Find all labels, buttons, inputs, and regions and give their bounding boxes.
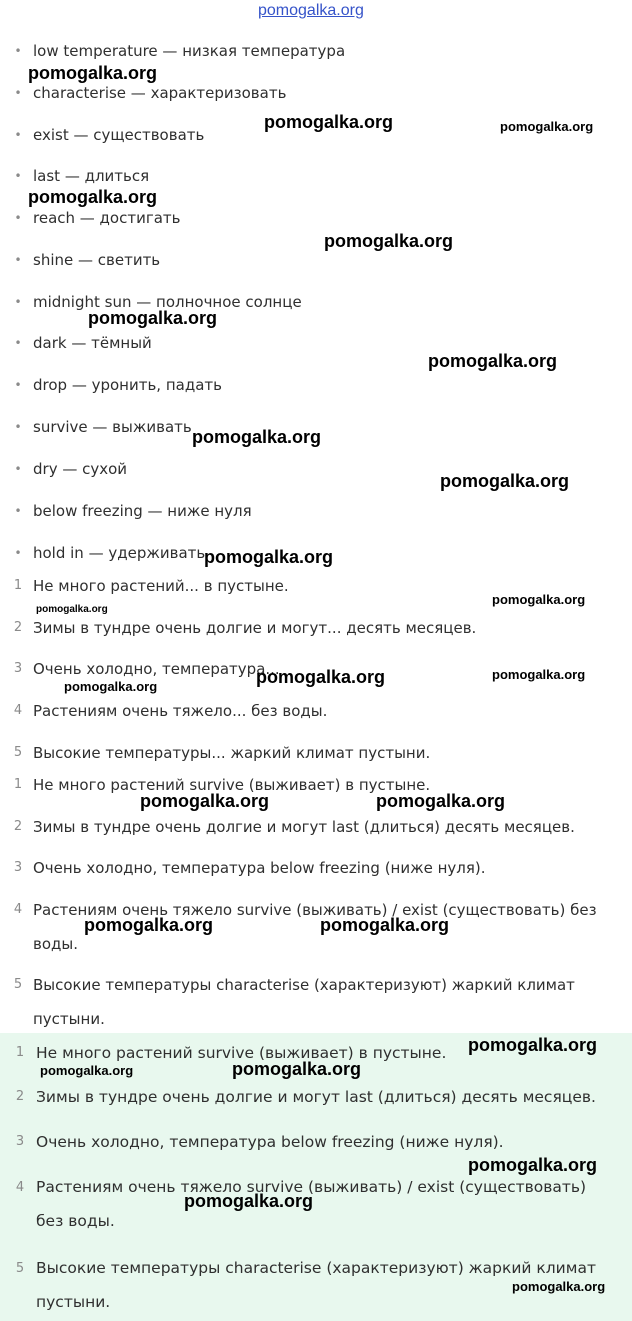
bullet-icon: •: [14, 336, 22, 350]
watermark: pomogalka.org: [324, 231, 454, 251]
watermark: pomogalka.org: [84, 915, 214, 935]
watermark: pomogalka.org: [184, 1191, 314, 1211]
watermark: pomogalka.org: [492, 667, 586, 682]
watermark: pomogalka.org: [256, 667, 386, 687]
watermark: pomogalka.org: [28, 63, 158, 83]
watermark: pomogalka.org: [88, 308, 218, 328]
bullet-icon: •: [14, 86, 22, 100]
watermark: pomogalka.org: [64, 679, 158, 694]
watermark: pomogalka.org: [468, 1155, 598, 1175]
watermark: pomogalka.org: [440, 471, 570, 491]
watermark: pomogalka.org: [264, 112, 394, 132]
watermark: pomogalka.org: [500, 119, 594, 134]
bullet-icon: •: [14, 169, 22, 183]
watermark: pomogalka.org: [320, 915, 450, 935]
bullet-icon: •: [14, 504, 22, 518]
watermark: pomogalka.org: [204, 547, 334, 567]
bullet-icon: •: [14, 211, 22, 225]
bullet-icon: •: [14, 420, 22, 434]
bullet-icon: •: [14, 546, 22, 560]
bullet-icon: •: [14, 128, 22, 142]
bullet-icon: •: [14, 253, 22, 267]
watermark: pomogalka.org: [512, 1279, 606, 1294]
header-watermark-link[interactable]: pomogalka.org: [258, 2, 364, 19]
watermark: pomogalka.org: [192, 427, 322, 447]
watermark: pomogalka.org: [428, 351, 558, 371]
watermark: pomogalka.org: [232, 1059, 362, 1079]
watermark: pomogalka.org: [28, 187, 158, 207]
bullet-icon: •: [14, 44, 22, 58]
bullet-icon: •: [14, 295, 22, 309]
watermark: pomogalka.org: [468, 1035, 598, 1055]
bullet-icon: •: [14, 462, 22, 476]
watermark: pomogalka.org: [492, 592, 586, 607]
watermark: pomogalka.org: [36, 604, 108, 615]
watermark: pomogalka.org: [140, 791, 270, 811]
watermark: pomogalka.org: [376, 791, 506, 811]
watermark: pomogalka.org: [40, 1063, 134, 1078]
bullet-icon: •: [14, 378, 22, 392]
